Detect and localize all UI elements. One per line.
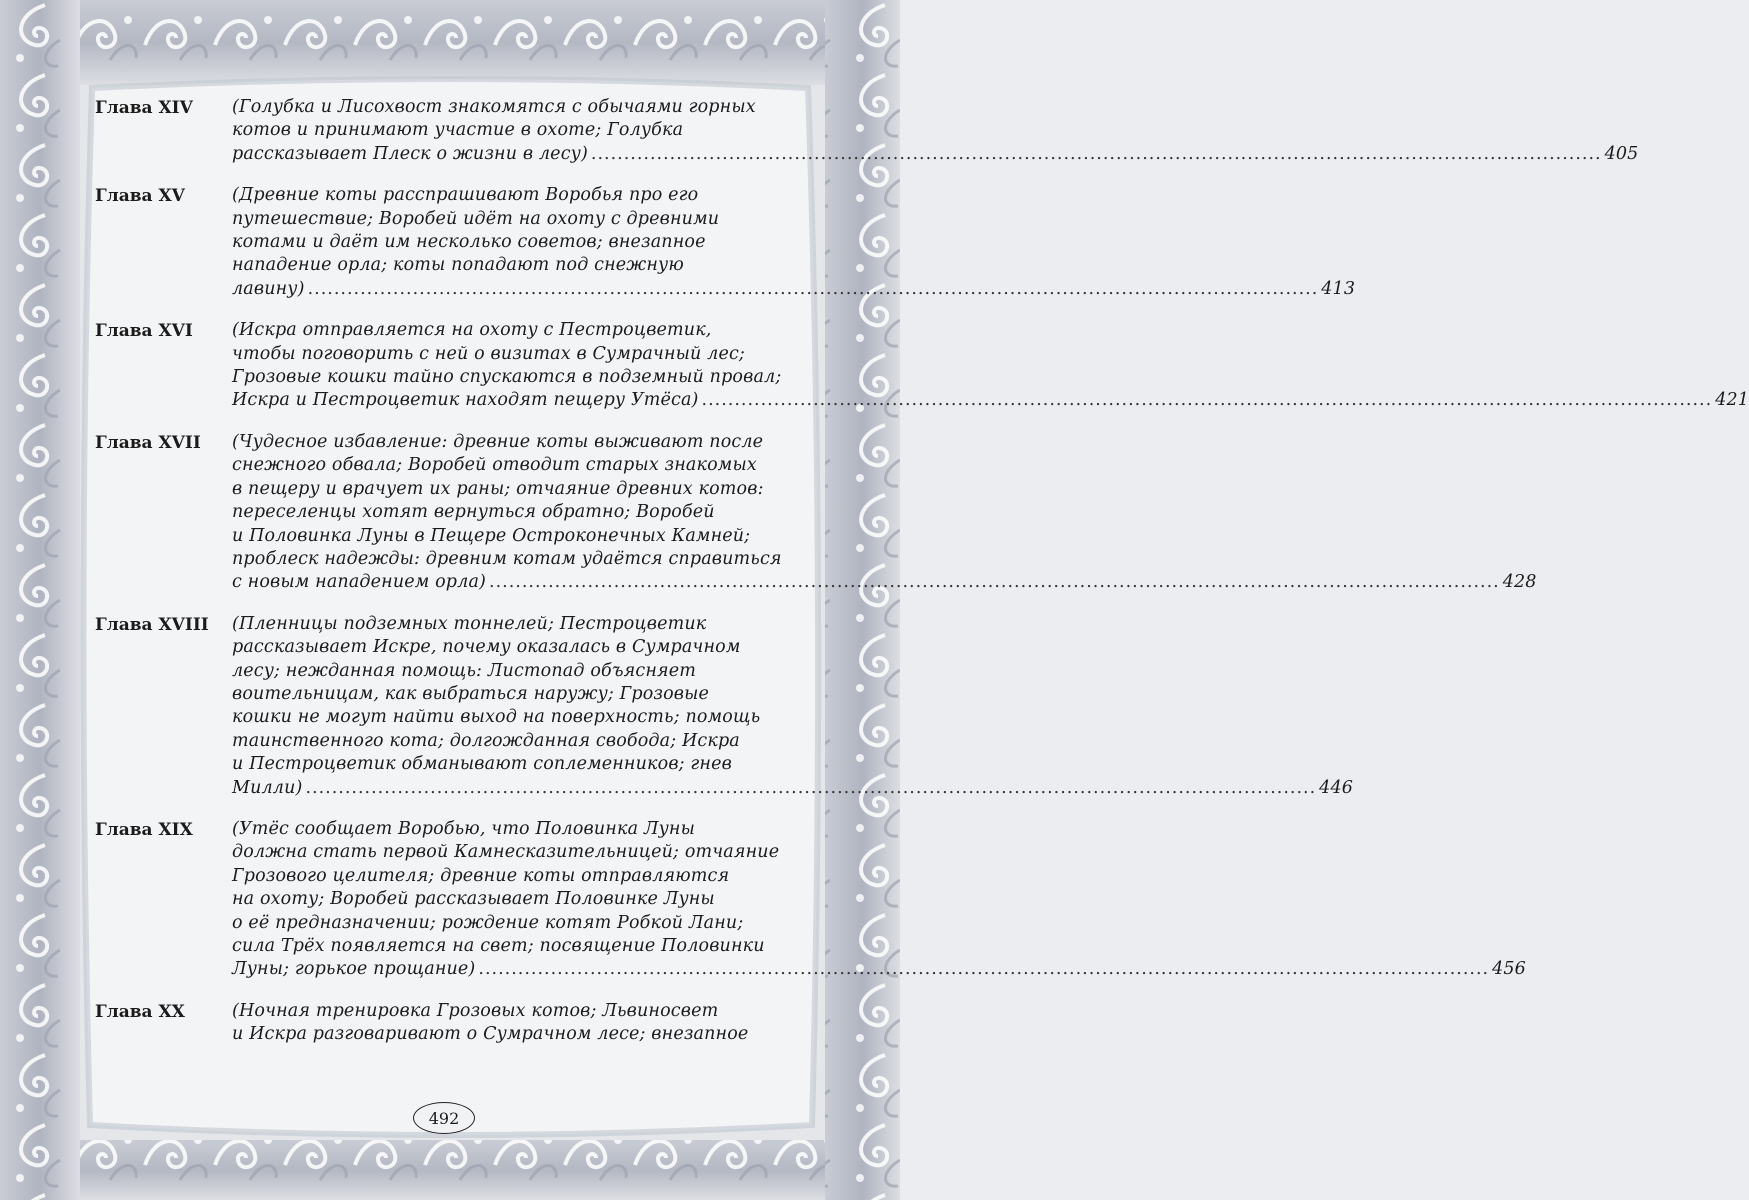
description-line: котами и даёт им несколько советов; внезапное <box>232 232 706 253</box>
description-line: (Искра отправляется на охоту с Пестроцветик, <box>232 320 712 341</box>
chapter-description <box>232 431 1537 595</box>
description-last-line <box>232 389 1749 412</box>
toc-entry-xx <box>95 1000 810 1047</box>
description-line: снежного обвала; Воробей отводит старых знакомых <box>232 455 757 476</box>
description-line: рассказывает Искре, почему оказалась в Сумрачном <box>232 637 741 658</box>
chapter-description <box>232 613 1353 800</box>
table-of-contents <box>95 96 1749 1065</box>
description-line: лесу; нежданная помощь: Листопад объясняет <box>232 660 696 681</box>
description-line: чтобы поговорить с ней о визитах в Сумрачный лес; <box>232 343 745 364</box>
toc-entry-xviii <box>95 613 1354 800</box>
description-line: (Древние коты расспрашивают Воробья про его <box>232 185 699 206</box>
description-last-line <box>232 143 1638 166</box>
chapter-description <box>232 319 1749 413</box>
description-line: Луны; горькое прощание) <box>232 959 476 980</box>
description-line: Грозового целителя; древние коты отправляются <box>232 865 730 886</box>
toc-entry-xix <box>95 818 1526 982</box>
chapter-description <box>232 1000 810 1047</box>
chapter-label: Глава XIV <box>95 98 193 118</box>
description-line: сила Трёх появляется на свет; посвящение Половинки <box>232 936 765 956</box>
description-line: и Половинка Луны в Пещере Остроконечных Камней; <box>232 525 751 546</box>
description-last-line <box>232 958 1526 981</box>
toc-entry-xvii <box>95 431 1537 595</box>
chapter-label: Глава XVI <box>95 321 193 342</box>
page-number: 492 <box>428 1108 460 1128</box>
dot-leader <box>305 777 1316 800</box>
description-line: переселенцы хотят вернуться обратно; Воробей <box>232 502 715 523</box>
description-line: должна стать первой Камнесказительницей; отчаяние <box>232 842 780 863</box>
description-line: на охоту; Воробей рассказывает Половинке Луны <box>232 889 715 910</box>
description-line: Искра и Пестроцветик находят пещеру Утёса) <box>232 390 699 411</box>
description-line: (Ночная тренировка Грозовых котов; Львиносвет <box>232 1000 719 1021</box>
page-reference: 405 <box>1604 143 1639 164</box>
chapter-label: Глава XVIII <box>95 614 209 635</box>
description-line: нападение орла; коты попадают под снежную <box>232 255 684 276</box>
description-line: воительницам, как выбраться наружу; Грозовые <box>232 683 710 704</box>
description-line: Грозовые кошки тайно спускаются в подземный провал; <box>232 367 782 388</box>
description-line: (Голубка и Лисохвост знакомятся с обычаями горных <box>232 97 756 117</box>
dot-leader <box>591 143 1602 166</box>
description-last-line <box>232 571 1537 594</box>
page-reference: 428 <box>1502 572 1537 593</box>
toc-entry-xiv <box>95 96 1639 166</box>
description-line: проблеск надежды: древним котам удаётся справиться <box>232 548 782 569</box>
description-line: и Пестроцветик обманывают соплеменников; гнев <box>232 754 732 775</box>
description-line: котов и принимают участие в охоте; Голубка <box>232 120 684 141</box>
dot-leader <box>702 389 1713 412</box>
chapter-label: Глава XX <box>95 1001 185 1022</box>
page-reference: 421 <box>1715 390 1749 411</box>
description-line: (Пленницы подземных тоннелей; Пестроцветик <box>232 613 707 634</box>
page-number-badge <box>413 1102 475 1134</box>
page-reference: 456 <box>1492 959 1526 980</box>
description-line: Милли) <box>232 777 303 798</box>
description-line: и Искра разговаривают о Сумрачном лесе; внезапное <box>232 1024 749 1045</box>
chapter-description <box>232 96 1638 166</box>
description-line: лавину) <box>232 278 305 299</box>
description-line: (Утёс сообщает Воробью, что Половинка Луны <box>232 818 696 839</box>
description-line: путешествие; Воробей идёт на охоту с древними <box>232 208 720 229</box>
description-last-line <box>232 278 1355 301</box>
chapter-label: Глава XIX <box>95 819 193 840</box>
description-line: в пещеру и врачует их раны; отчаяние древних котов: <box>232 478 764 499</box>
chapter-description <box>232 818 1526 982</box>
description-last-line <box>232 777 1353 800</box>
page-reference: 413 <box>1321 278 1356 299</box>
chapter-label: Глава XVII <box>95 432 201 453</box>
description-line: рассказывает Плеск о жизни в лесу) <box>232 143 588 164</box>
chapter-description <box>232 184 1355 301</box>
description-line: о её предназначении; рождение котят Робкой Лани; <box>232 912 744 933</box>
chapter-label: Глава XV <box>95 186 185 207</box>
dot-leader <box>478 958 1489 981</box>
toc-entry-xvi <box>95 319 1749 413</box>
description-line: с новым нападением орла) <box>232 572 487 593</box>
description-line: таинственного кота; долгожданная свобода; Искра <box>232 730 740 751</box>
dot-leader <box>489 571 1500 594</box>
description-line: (Чудесное избавление: древние коты выживают после <box>232 431 764 452</box>
description-line: кошки не могут найти выход на поверхность; помощь <box>232 707 761 728</box>
dot-leader <box>308 278 1319 301</box>
toc-entry-xv <box>95 184 1356 301</box>
page-reference: 446 <box>1319 777 1354 798</box>
